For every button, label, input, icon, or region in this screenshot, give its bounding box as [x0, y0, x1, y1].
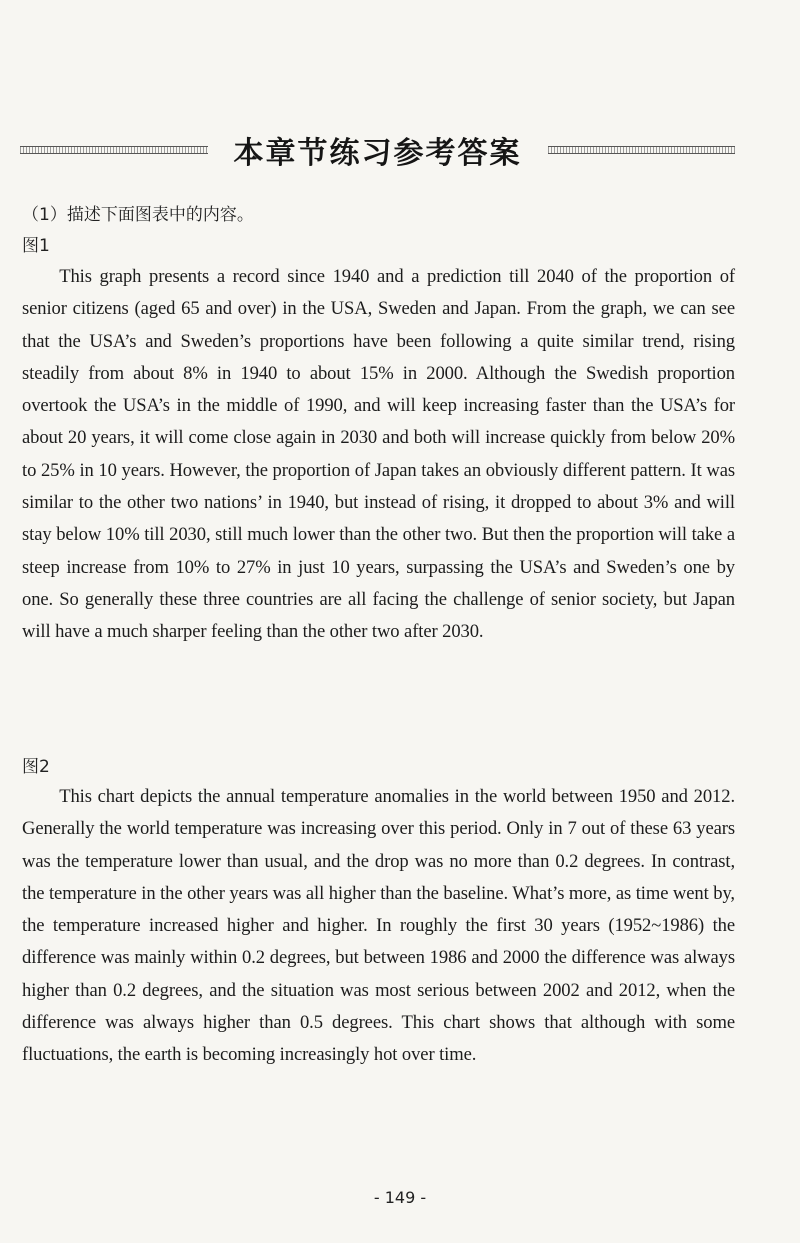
- figure-2-answer-paragraph: This chart depicts the annual temperature anomalies in the world between 1950 and 2012. Generally the world temperature was increasing over this period. Only in 7 out of these 63 years was the temperature lower than usual, and the drop was no more than 0.2 degrees. In contrast, the temperature in the other years was all higher than the baseline. What’s more, as time went by, the temperature increased higher and higher. In roughly the first 30 years (1952~1986) the difference was mainly within 0.2 degrees, but between 1986 and 2000 the difference was always higher than 0.2 degrees, and the situation was most serious between 2002 and 2012, when the difference was always higher than 0.5 degrees. This chart shows that although with some fluctuations, the earth is becoming increasingly hot over time.: [22, 786, 735, 1066]
- section-title: 本章节练习参考答案: [233, 136, 522, 171]
- left-decorative-rule: [20, 146, 208, 154]
- exercise-question: （1）描述下面图表中的内容。: [22, 205, 254, 225]
- figure-1-label: 图1: [22, 236, 50, 256]
- figure-1-answer-paragraph: This graph presents a record since 1940 and a prediction till 2040 of the proportion of senior citizens (aged 65 and over) in the USA, Sweden and Japan. From the graph, we can see that the USA’s and Sweden’s proportions have been following a quite similar trend, rising steadily from about 8% in 1940 to about 15% in 2000. Although the Swedish proportion overtook the USA’s in the middle of 1990, and will keep increasing faster than the USA’s for about 20 years, it will come close again in 2030 and both will increase quickly from below 20% to 25% in 10 years. However, the proportion of Japan takes an obviously different pattern. It was similar to the other two nations’ in 1940, but instead of rising, it dropped to about 3% and will stay below 10% till 2030, still much lower than the other two. But then the proportion will take a steep increase from 10% to 27% in just 10 years, surpassing the USA’s and Sweden’s one by one. So generally these three countries are all facing the challenge of senior society, but Japan will have a much sharper feeling than the other two after 2030.: [22, 266, 735, 643]
- figure-2-label: 图2: [22, 757, 50, 777]
- right-decorative-rule: [548, 146, 736, 154]
- section-header: [20, 128, 735, 172]
- page-number: - 149 -: [373, 1188, 427, 1207]
